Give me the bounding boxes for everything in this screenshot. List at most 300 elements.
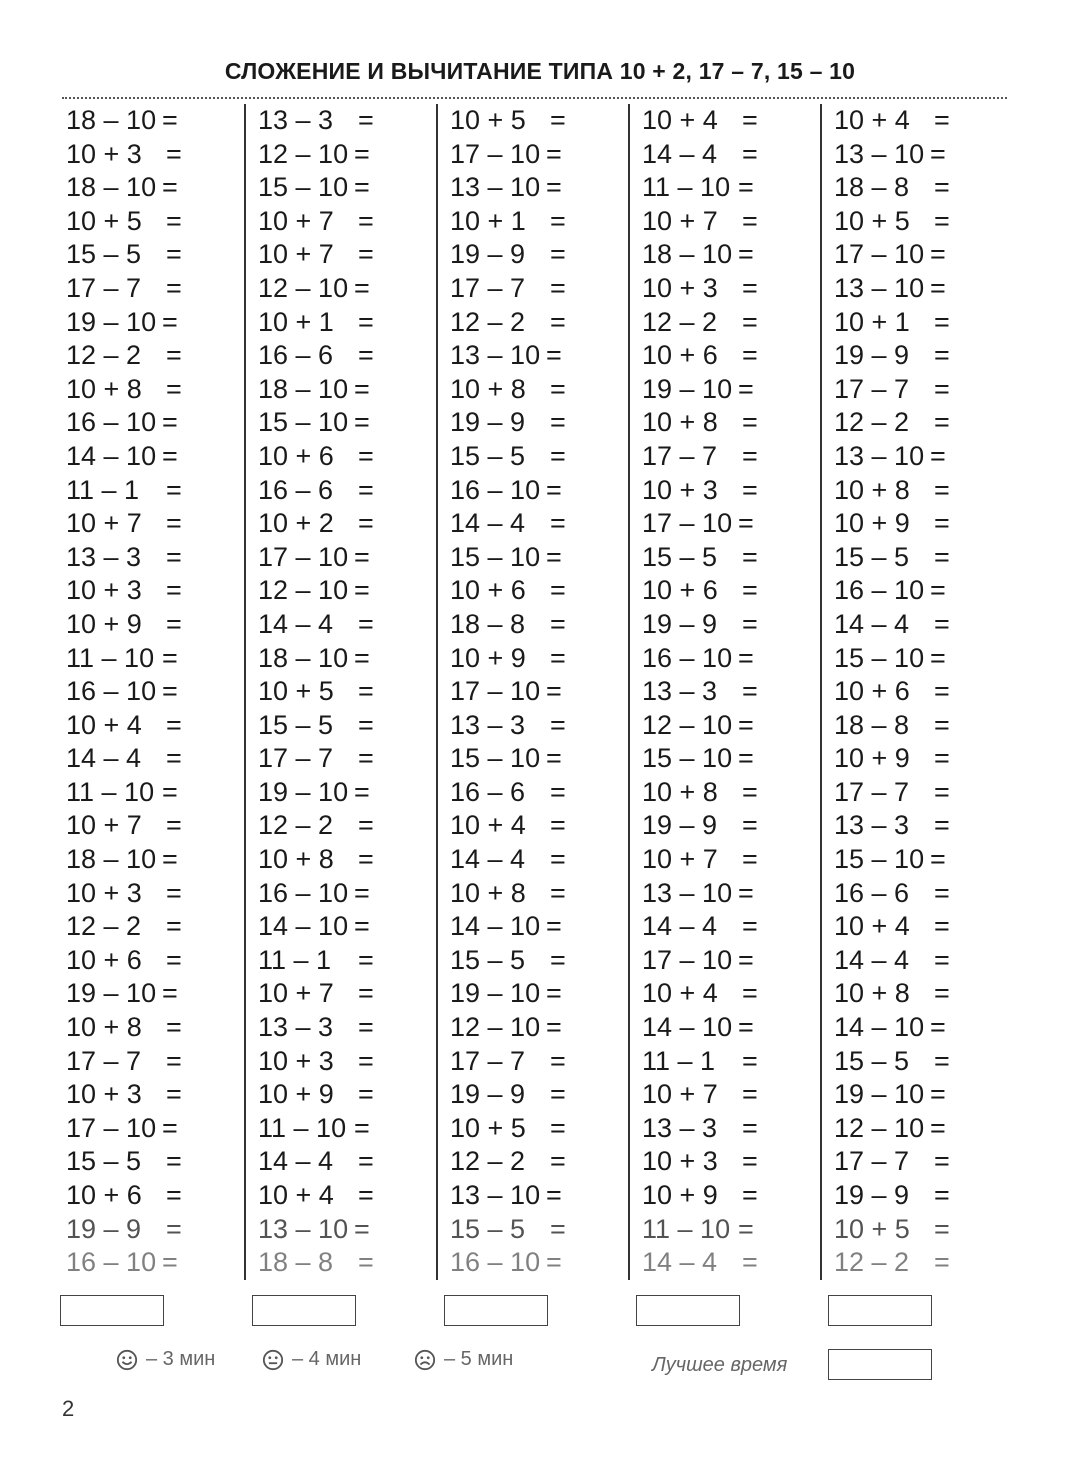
exercise-column-4: [642, 104, 822, 1280]
exercise-expression: 10 + 5: [258, 676, 334, 707]
equals-sign: =: [930, 272, 946, 303]
exercise-expression: 11 – 10: [66, 642, 155, 673]
exercise-expression: 17 – 10: [450, 676, 541, 707]
equals-sign: =: [358, 440, 374, 471]
exercise-expression: 14 – 10: [450, 911, 541, 942]
exercise-row: [450, 406, 630, 440]
best-time-box[interactable]: [828, 1349, 932, 1380]
exercise-row: [450, 776, 630, 810]
equals-sign: =: [358, 743, 374, 774]
exercise-row: [834, 507, 1014, 541]
exercise-row: [450, 474, 630, 508]
exercise-expression: 13 – 3: [642, 1112, 718, 1143]
equals-sign: =: [358, 205, 374, 236]
exercise-expression: 19 – 10: [450, 978, 541, 1009]
exercise-row: [642, 171, 822, 205]
exercise-row: [450, 742, 630, 776]
exercise-row: [642, 272, 822, 306]
exercise-column-1: [66, 104, 246, 1280]
exercise-expression: 18 – 10: [258, 373, 349, 404]
equals-sign: =: [550, 575, 566, 606]
equals-sign: =: [934, 877, 950, 908]
equals-sign: =: [550, 709, 566, 740]
exercise-row: [258, 440, 438, 474]
equals-sign: =: [358, 810, 374, 841]
exercise-row: [834, 1213, 1014, 1247]
exercise-row: [450, 138, 630, 172]
exercise-expression: 15 – 5: [450, 1213, 526, 1244]
exercise-row: [834, 373, 1014, 407]
exercise-expression: 12 – 2: [258, 810, 334, 841]
equals-sign: =: [934, 608, 950, 639]
exercise-expression: 15 – 5: [66, 239, 142, 270]
exercise-row: [66, 1011, 246, 1045]
exercise-expression: 15 – 10: [258, 172, 349, 203]
exercise-column-2: [258, 104, 438, 1280]
exercise-expression: 10 + 8: [450, 877, 526, 908]
equals-sign: =: [738, 709, 754, 740]
exercise-expression: 10 + 6: [258, 440, 334, 471]
exercise-row: [66, 474, 246, 508]
equals-sign: =: [742, 440, 758, 471]
equals-sign: =: [742, 205, 758, 236]
exercise-expression: 10 + 5: [450, 105, 526, 135]
exercise-row: [642, 104, 822, 138]
exercise-row: [66, 843, 246, 877]
equals-sign: =: [738, 944, 754, 975]
exercise-row: [450, 1145, 630, 1179]
equals-sign: =: [546, 676, 562, 707]
page-number: 2: [62, 1396, 75, 1421]
equals-sign: =: [742, 1180, 758, 1210]
equals-sign: =: [930, 138, 946, 169]
exercise-expression: 10 + 9: [258, 1079, 334, 1110]
exercise-row: [642, 507, 822, 541]
legend-item-3-min: [116, 1348, 215, 1371]
exercise-row: [450, 104, 630, 138]
exercise-row: [258, 642, 438, 676]
equals-sign: =: [742, 407, 758, 438]
exercise-expression: 19 – 9: [642, 608, 718, 639]
equals-sign: =: [162, 844, 178, 875]
equals-sign: =: [358, 944, 374, 975]
exercise-expression: 13 – 10: [450, 340, 541, 371]
exercise-row: [450, 373, 630, 407]
exercise-row: [834, 574, 1014, 608]
exercise-expression: 10 + 6: [66, 944, 142, 975]
exercise-row: [66, 306, 246, 340]
exercise-expression: 13 – 10: [642, 877, 733, 908]
equals-sign: =: [742, 340, 758, 371]
exercise-row: [450, 877, 630, 911]
equals-sign: =: [934, 340, 950, 371]
exercise-row: [66, 373, 246, 407]
equals-sign: =: [358, 239, 374, 270]
column-separator: [436, 104, 438, 1280]
exercise-row: [450, 507, 630, 541]
exercise-expression: 19 – 10: [66, 306, 157, 337]
exercise-row: [642, 238, 822, 272]
equals-sign: =: [550, 642, 566, 673]
exercise-row: [450, 910, 630, 944]
exercise-expression: 12 – 2: [834, 407, 910, 438]
exercise-expression: 16 – 10: [66, 407, 157, 438]
exercise-expression: 12 – 10: [450, 1012, 541, 1043]
equals-sign: =: [546, 172, 562, 203]
exercise-row: [834, 776, 1014, 810]
exercise-row: [66, 642, 246, 676]
exercise-row: [642, 809, 822, 843]
exercise-row: [66, 877, 246, 911]
exercise-row: [66, 205, 246, 239]
equals-sign: =: [546, 474, 562, 505]
exercise-expression: 19 – 9: [450, 239, 526, 270]
equals-sign: =: [354, 1112, 370, 1143]
exercise-expression: 18 – 10: [258, 642, 349, 673]
exercise-row: [66, 910, 246, 944]
equals-sign: =: [546, 978, 562, 1009]
exercise-row: [834, 1011, 1014, 1045]
exercise-row: [642, 205, 822, 239]
exercise-row: [642, 1045, 822, 1079]
exercise-row: [642, 877, 822, 911]
equals-sign: =: [358, 1247, 374, 1278]
exercise-expression: 17 – 7: [834, 1146, 910, 1177]
exercise-expression: 10 + 7: [642, 1079, 718, 1110]
exercise-expression: 17 – 7: [66, 1045, 142, 1076]
equals-sign: =: [742, 474, 758, 505]
equals-sign: =: [166, 1180, 182, 1210]
exercise-row: [450, 1078, 630, 1112]
exercise-expression: 15 – 10: [834, 642, 925, 673]
equals-sign: =: [358, 676, 374, 707]
equals-sign: =: [166, 608, 182, 639]
exercise-row: [66, 1112, 246, 1146]
exercise-expression: 19 – 9: [450, 1079, 526, 1110]
exercise-row: [66, 1145, 246, 1179]
exercise-row: [66, 138, 246, 172]
exercise-row: [258, 776, 438, 810]
exercise-row: [450, 944, 630, 978]
exercise-column-3: [450, 104, 630, 1280]
equals-sign: =: [166, 709, 182, 740]
legend-label: – 5 мин: [444, 1348, 514, 1370]
exercise-expression: 10 + 5: [834, 205, 910, 236]
exercise-row: [450, 272, 630, 306]
equals-sign: =: [354, 877, 370, 908]
equals-sign: =: [354, 541, 370, 572]
exercise-expression: 17 – 7: [450, 1045, 526, 1076]
exercise-row: [258, 1112, 438, 1146]
exercise-expression: 10 + 8: [450, 373, 526, 404]
exercise-row: [834, 675, 1014, 709]
equals-sign: =: [550, 944, 566, 975]
exercise-expression: 19 – 9: [642, 810, 718, 841]
exercise-expression: 10 + 3: [642, 272, 718, 303]
equals-sign: =: [354, 642, 370, 673]
exercise-expression: 15 – 5: [450, 440, 526, 471]
exercise-expression: 18 – 10: [66, 844, 157, 875]
exercise-row: [66, 171, 246, 205]
equals-sign: =: [742, 105, 758, 135]
exercise-row: [450, 1246, 630, 1280]
exercise-row: [834, 339, 1014, 373]
equals-sign: =: [354, 407, 370, 438]
equals-sign: =: [546, 340, 562, 371]
exercise-row: [66, 272, 246, 306]
exercise-row: [642, 574, 822, 608]
exercise-row: [258, 574, 438, 608]
exercise-expression: 16 – 10: [642, 642, 733, 673]
exercise-expression: 10 + 8: [66, 373, 142, 404]
exercise-row: [66, 809, 246, 843]
exercise-row: [450, 809, 630, 843]
equals-sign: =: [550, 1112, 566, 1143]
equals-sign: =: [934, 1146, 950, 1177]
exercise-expression: 10 + 6: [450, 575, 526, 606]
exercise-row: [258, 104, 438, 138]
exercise-row: [450, 306, 630, 340]
equals-sign: =: [934, 541, 950, 572]
equals-sign: =: [358, 1146, 374, 1177]
exercise-row: [642, 440, 822, 474]
equals-sign: =: [742, 541, 758, 572]
exercise-expression: 14 – 4: [642, 138, 718, 169]
exercise-row: [642, 977, 822, 1011]
exercise-expression: 13 – 10: [834, 138, 925, 169]
exercise-row: [66, 1213, 246, 1247]
exercise-expression: 17 – 7: [258, 743, 334, 774]
equals-sign: =: [166, 810, 182, 841]
exercise-expression: 10 + 7: [66, 508, 142, 539]
equals-sign: =: [166, 944, 182, 975]
exercise-expression: 13 – 3: [642, 676, 718, 707]
equals-sign: =: [358, 306, 374, 337]
exercise-row: [834, 1179, 1014, 1213]
equals-sign: =: [934, 407, 950, 438]
exercise-expression: 14 – 10: [834, 1012, 925, 1043]
exercise-row: [66, 574, 246, 608]
title-divider: [62, 97, 1007, 99]
equals-sign: =: [934, 306, 950, 337]
exercise-row: [642, 910, 822, 944]
exercise-row: [66, 507, 246, 541]
exercise-row: [450, 440, 630, 474]
exercise-row: [450, 608, 630, 642]
exercise-row: [66, 104, 246, 138]
exercise-row: [642, 474, 822, 508]
exercise-row: [642, 1078, 822, 1112]
exercise-expression: 10 + 3: [258, 1045, 334, 1076]
exercise-expression: 16 – 6: [834, 877, 910, 908]
exercise-expression: 10 + 7: [642, 844, 718, 875]
exercise-row: [66, 406, 246, 440]
exercise-row: [450, 843, 630, 877]
equals-sign: =: [934, 105, 950, 135]
equals-sign: =: [742, 608, 758, 639]
exercise-row: [834, 843, 1014, 877]
exercise-row: [642, 944, 822, 978]
exercise-expression: 16 – 10: [834, 575, 925, 606]
exercise-row: [450, 709, 630, 743]
equals-sign: =: [934, 1213, 950, 1244]
equals-sign: =: [546, 1012, 562, 1043]
exercise-expression: 10 + 1: [450, 205, 526, 236]
equals-sign: =: [934, 944, 950, 975]
exercise-row: [834, 104, 1014, 138]
equals-sign: =: [742, 1247, 758, 1278]
exercise-row: [642, 608, 822, 642]
exercise-row: [834, 238, 1014, 272]
equals-sign: =: [162, 306, 178, 337]
page-title: СЛОЖЕНИЕ И ВЫЧИТАНИЕ ТИПА 10 + 2, 17 – 7, 15 – 10: [224, 58, 856, 84]
exercise-expression: 10 + 3: [66, 138, 142, 169]
exercise-row: [642, 1246, 822, 1280]
exercise-expression: 10 + 8: [834, 474, 910, 505]
exercise-row: [642, 373, 822, 407]
exercise-expression: 14 – 4: [834, 944, 910, 975]
exercise-expression: 10 + 3: [642, 1146, 718, 1177]
exercise-row: [450, 642, 630, 676]
exercise-expression: 12 – 2: [834, 1247, 910, 1278]
equals-sign: =: [934, 810, 950, 841]
exercise-expression: 10 + 9: [66, 608, 142, 639]
equals-sign: =: [930, 440, 946, 471]
exercise-row: [66, 608, 246, 642]
equals-sign: =: [930, 1079, 946, 1110]
exercise-expression: 15 – 5: [450, 944, 526, 975]
equals-sign: =: [934, 205, 950, 236]
exercise-expression: 12 – 10: [258, 138, 349, 169]
equals-sign: =: [738, 642, 754, 673]
exercise-row: [66, 238, 246, 272]
exercise-expression: 10 + 3: [642, 474, 718, 505]
equals-sign: =: [166, 911, 182, 942]
equals-sign: =: [546, 138, 562, 169]
exercise-row: [258, 171, 438, 205]
exercise-expression: 10 + 6: [66, 1180, 142, 1210]
equals-sign: =: [162, 407, 178, 438]
exercise-expression: 13 – 3: [834, 810, 910, 841]
equals-sign: =: [738, 743, 754, 774]
column-separator: [628, 104, 630, 1280]
exercise-row: [642, 776, 822, 810]
exercise-expression: 18 – 10: [642, 239, 733, 270]
answer-box-5[interactable]: [828, 1295, 932, 1326]
smile-face-icon: [116, 1349, 138, 1371]
exercise-expression: 15 – 5: [834, 541, 910, 572]
exercise-row: [258, 1011, 438, 1045]
exercise-expression: 12 – 10: [258, 575, 349, 606]
exercise-expression: 14 – 4: [450, 844, 526, 875]
equals-sign: =: [166, 340, 182, 371]
exercise-row: [66, 440, 246, 474]
equals-sign: =: [930, 239, 946, 270]
exercise-expression: 15 – 10: [258, 407, 349, 438]
equals-sign: =: [354, 776, 370, 807]
exercise-expression: 18 – 8: [258, 1247, 334, 1278]
exercise-row: [258, 742, 438, 776]
exercise-expression: 10 + 3: [66, 575, 142, 606]
exercise-expression: 15 – 5: [834, 1045, 910, 1076]
equals-sign: =: [546, 911, 562, 942]
exercise-row: [450, 977, 630, 1011]
exercise-row: [834, 709, 1014, 743]
exercise-expression: 13 – 3: [450, 709, 526, 740]
equals-sign: =: [166, 138, 182, 169]
equals-sign: =: [742, 1045, 758, 1076]
equals-sign: =: [738, 172, 754, 203]
equals-sign: =: [742, 676, 758, 707]
exercise-row: [258, 877, 438, 911]
exercise-expression: 19 – 10: [642, 373, 733, 404]
equals-sign: =: [162, 676, 178, 707]
equals-sign: =: [934, 911, 950, 942]
equals-sign: =: [930, 642, 946, 673]
equals-sign: =: [742, 1146, 758, 1177]
equals-sign: =: [358, 508, 374, 539]
equals-sign: =: [742, 911, 758, 942]
equals-sign: =: [550, 810, 566, 841]
exercise-row: [258, 306, 438, 340]
exercise-row: [642, 1011, 822, 1045]
exercise-expression: 14 – 4: [450, 508, 526, 539]
exercise-row: [450, 1112, 630, 1146]
exercise-expression: 11 – 1: [642, 1045, 716, 1076]
exercise-expression: 12 – 2: [450, 1146, 526, 1177]
exercise-row: [258, 843, 438, 877]
equals-sign: =: [934, 1045, 950, 1076]
exercise-expression: 12 – 10: [834, 1112, 925, 1143]
equals-sign: =: [166, 205, 182, 236]
equals-sign: =: [162, 1112, 178, 1143]
exercise-expression: 10 + 9: [834, 743, 910, 774]
exercise-expression: 14 – 10: [66, 440, 157, 471]
exercise-expression: 17 – 7: [450, 272, 526, 303]
exercise-expression: 10 + 6: [642, 575, 718, 606]
exercise-row: [258, 541, 438, 575]
exercise-expression: 10 + 8: [834, 978, 910, 1009]
answer-box-1[interactable]: [60, 1295, 164, 1326]
equals-sign: =: [934, 743, 950, 774]
exercise-expression: 16 – 10: [450, 1247, 541, 1278]
exercise-expression: 10 + 2: [258, 508, 334, 539]
equals-sign: =: [546, 1247, 562, 1278]
equals-sign: =: [354, 575, 370, 606]
answer-box-3[interactable]: [444, 1295, 548, 1326]
answer-box-4[interactable]: [636, 1295, 740, 1326]
exercise-row: [450, 1011, 630, 1045]
exercise-expression: 12 – 10: [258, 272, 349, 303]
exercise-expression: 14 – 10: [642, 1012, 733, 1043]
exercise-expression: 10 + 7: [258, 239, 334, 270]
exercise-expression: 14 – 4: [66, 743, 142, 774]
exercise-row: [450, 1213, 630, 1247]
exercise-expression: 15 – 5: [258, 709, 334, 740]
exercise-expression: 12 – 2: [642, 306, 718, 337]
answer-box-2[interactable]: [252, 1295, 356, 1326]
exercise-row: [258, 138, 438, 172]
equals-sign: =: [742, 1112, 758, 1143]
exercise-row: [834, 440, 1014, 474]
exercise-expression: 16 – 10: [450, 474, 541, 505]
equals-sign: =: [166, 575, 182, 606]
exercise-row: [834, 877, 1014, 911]
equals-sign: =: [550, 1213, 566, 1244]
equals-sign: =: [166, 1012, 182, 1043]
exercise-expression: 10 + 7: [66, 810, 142, 841]
equals-sign: =: [550, 105, 566, 135]
